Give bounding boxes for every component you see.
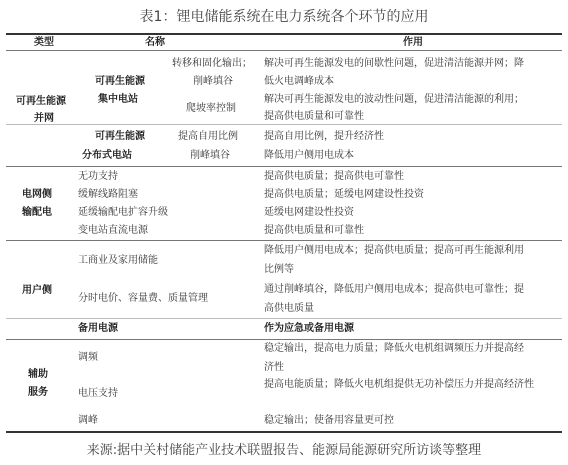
section1-type-line2: 并网 (34, 113, 54, 124)
backup-power-label: 备用电源 (78, 323, 118, 334)
section2-role: 提高供电质量；提高供电可靠性 (264, 171, 404, 182)
section-divider-2 (6, 240, 562, 241)
section1-type-line1: 可再生能源 (16, 96, 66, 107)
section4-role-line: 济性 (264, 362, 284, 373)
section2-item: 缓解线路阻塞 (78, 189, 138, 200)
section2-type-line1: 电网侧 (22, 189, 52, 200)
group2-label-line1: 可再生能源 (95, 131, 145, 142)
section2-role: 提高供电质量；延缓电网建设性投资 (264, 189, 424, 200)
group1-label-line1: 可再生能源 (95, 76, 145, 87)
group1-item: 爬坡率控制 (186, 103, 236, 114)
section4-role-line: 稳定输出；使备用容量更可控 (264, 415, 394, 426)
source-note: 来源:据中关村储能产业技术联盟报告、能源局能源研究所访谈等整理 (86, 443, 482, 458)
group1-label-line2: 集中电站 (98, 94, 138, 105)
group2-label-line2: 分布式电站 (82, 150, 132, 161)
table-title: 表1：锂电储能系统在电力系统各个环节的应用 (139, 9, 429, 25)
header-type: 类型 (34, 37, 54, 48)
section4-item: 调峰 (78, 415, 98, 426)
header-name: 名称 (145, 37, 165, 48)
group1-role-line: 低火电调峰成本 (264, 76, 334, 87)
section3-type: 用户侧 (22, 285, 52, 296)
header-role: 作用 (403, 37, 423, 48)
sub-divider (6, 124, 562, 125)
top-rule (6, 33, 562, 35)
bottom-rule (6, 431, 562, 433)
section4-role-line: 稳定输出，提高电力质量；降低火电机组调频压力并提高经 (264, 343, 524, 354)
header-rule (6, 50, 562, 51)
section3-role-line: 比例等 (264, 264, 294, 275)
group1-item: 转移和固化输出； (172, 58, 252, 69)
section3-item: 工商业及家用储能 (78, 255, 158, 266)
section4-type-line1: 辅助 (28, 369, 48, 380)
group2-item: 削峰填谷 (190, 150, 230, 161)
section-divider-3 (6, 339, 562, 340)
sub-divider-2 (6, 318, 562, 319)
section4-role-line: 提高电能质量；降低火电机组提供无功补偿压力并提高经济性 (264, 379, 534, 390)
group1-item: 削峰填谷 (193, 76, 233, 87)
section2-role: 延缓电网建设性投资 (264, 207, 354, 218)
section3-role-line: 高供电质量 (264, 303, 314, 314)
section3-role-line: 通过削峰填谷，降低用户侧用电成本；提高供电可靠性；提 (264, 284, 524, 295)
group1-role-line: 提高供电质量和可靠性 (264, 111, 364, 122)
section4-item: 调频 (78, 352, 98, 363)
section2-item: 变电站直流电源 (78, 225, 148, 236)
group1-role-line: 解决可再生能源发电的间歇性问题，促进清洁能源并网；降 (264, 58, 524, 69)
group1-role-line: 解决可再生能源发电的波动性问题，促进清洁能源的利用； (264, 94, 524, 105)
section3-role-line: 降低用户侧用电成本；提高供电质量；提高可再生能源利用 (264, 245, 524, 256)
section2-item: 无功支持 (78, 171, 118, 182)
section2-type-line2: 输配电 (22, 207, 52, 218)
group2-role-line: 降低用户侧用电成本 (264, 150, 354, 161)
group2-role-line: 提高自用比例，提升经济性 (264, 131, 384, 142)
section-divider-1 (6, 166, 562, 167)
section4-item: 电压支持 (78, 388, 118, 399)
section4-type-line2: 服务 (28, 387, 48, 398)
section2-item: 延缓输配电扩容升级 (78, 207, 168, 218)
group2-item: 提高自用比例 (178, 131, 238, 142)
section3-item: 分时电价、容量费、质量管理 (78, 293, 208, 304)
backup-power-role: 作为应急或备用电源 (264, 323, 354, 334)
section2-role: 提高供电质量和可靠性 (264, 225, 364, 236)
